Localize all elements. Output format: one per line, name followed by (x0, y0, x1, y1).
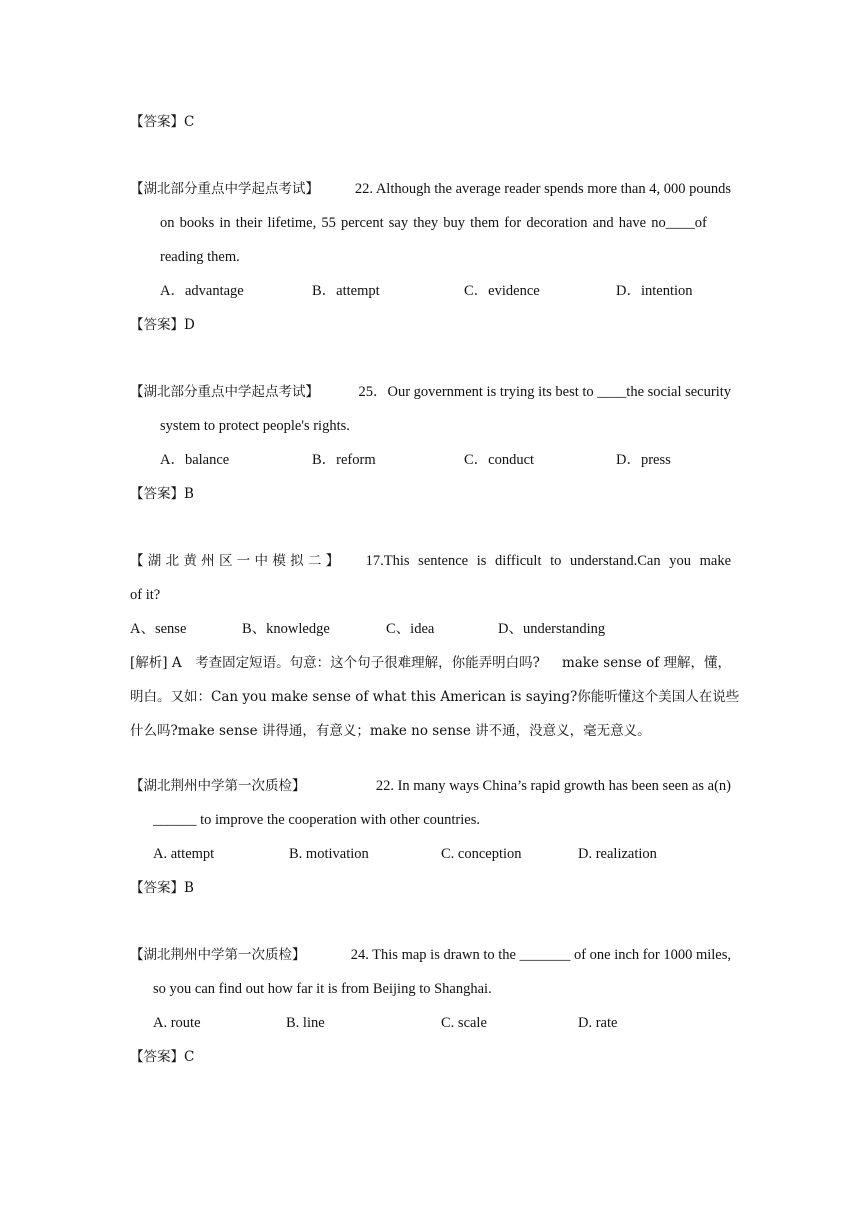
question-25-line-1 (130, 382, 731, 402)
option-c: C、idea (386, 621, 435, 637)
question-22b-line-1 (130, 776, 731, 796)
option-d: D. realization (578, 846, 657, 862)
option-a: A. attempt (153, 846, 215, 862)
option-b: B. motivation (289, 846, 369, 862)
question-text: 22. Although the average reader spends more than 4, 000 pounds (354, 181, 731, 197)
option-b: B. line (286, 1015, 325, 1031)
option-c: C. conception (441, 846, 522, 862)
question-17-line-2: of it? (130, 587, 161, 603)
question-text: 22. In many ways China’s rapid growth has been seen as a(n) (375, 778, 731, 794)
option-d: D、understanding (498, 621, 606, 637)
question-22-line-2: on books in their lifetime, 55 percent say they buy them for decoration and have no____of (160, 215, 707, 231)
question-17-line-1 (130, 551, 731, 571)
option-b: B、knowledge (242, 621, 330, 637)
option-c: C. scale (441, 1015, 487, 1031)
answer-line: 【答案】D (130, 317, 195, 333)
question-24-line-2: so you can find out how far it is from Beijing to Shanghai. (153, 981, 492, 997)
option-d: D．press (616, 452, 671, 468)
analysis-text: make sense of 理解，懂， (561, 655, 731, 671)
question-text: 25．Our government is trying its best to ____the social security (358, 384, 731, 400)
question-text: 17.This sentence is difficult to understand.Can you make (365, 553, 731, 569)
question-source: 【 湖 北 黄 州 区 一 中 模 拟 二 】 (130, 553, 340, 569)
question-25-line-2: system to protect people's rights. (160, 418, 350, 434)
answer-line: 【答案】B (130, 486, 194, 502)
question-22b-line-2: ______ to improve the cooperation with other countries. (153, 812, 480, 828)
question-source: 【湖北部分重点中学起点考试】 (130, 384, 319, 400)
option-c: C．conduct (464, 452, 535, 468)
question-text: 24. This map is drawn to the _______ of one inch for 1000 miles, (350, 947, 731, 963)
option-a: A．advantage (160, 283, 244, 299)
question-22-line-1 (130, 179, 731, 199)
option-a: A、sense (130, 621, 187, 637)
question-source: 【湖北荆州中学第一次质检】 (130, 778, 306, 794)
option-a: A．balance (160, 452, 230, 468)
question-24-line-1 (130, 945, 731, 965)
analysis-line-2: 明白。又如：Can you make sense of what this American is saying?你能听懂这个美国人在说些 (130, 689, 740, 705)
option-b: B．attempt (312, 283, 380, 299)
analysis-line-1 (130, 653, 731, 673)
analysis-line-3: 什么吗?make sense 讲得通，有意义；make no sense 讲不通，没意义，毫无意义。 (130, 723, 651, 739)
option-d: D．intention (616, 283, 693, 299)
answer-line: 【答案】C (130, 114, 195, 130)
option-c: C．evidence (464, 283, 540, 299)
option-b: B．reform (312, 452, 376, 468)
question-source: 【湖北部分重点中学起点考试】 (130, 181, 319, 197)
option-d: D. rate (578, 1015, 618, 1031)
question-source: 【湖北荆州中学第一次质检】 (130, 947, 306, 963)
answer-line: 【答案】C (130, 1049, 195, 1065)
answer-line: 【答案】B (130, 880, 194, 896)
question-22-line-3: reading them. (160, 249, 240, 265)
option-a: A. route (153, 1015, 201, 1031)
analysis-text: [解析] A 考查固定短语。句意：这个句子很难理解，你能弄明白吗? (130, 655, 540, 671)
